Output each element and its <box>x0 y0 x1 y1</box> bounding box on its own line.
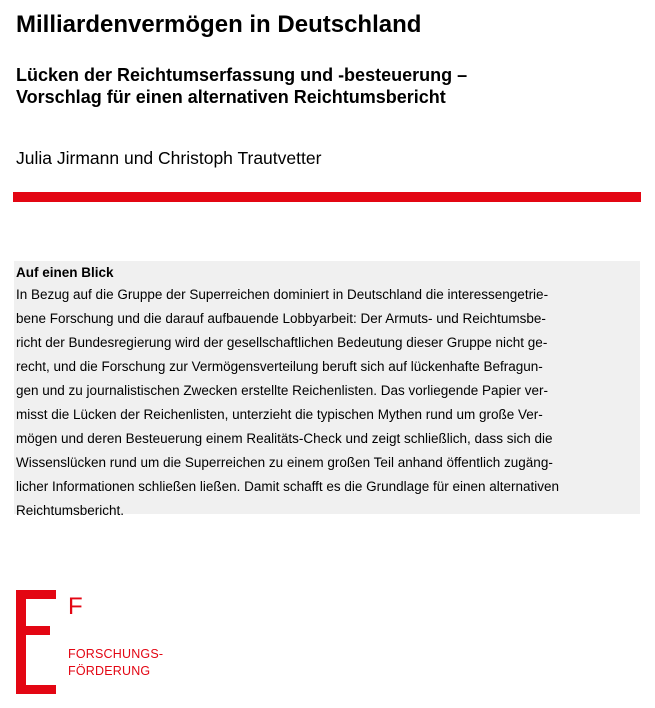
abstract-line: Wissenslücken rund um die Superreichen zu einem großen Teil anhand öffentlich zugäng- <box>16 455 553 470</box>
forschungsfoerderung-logo <box>16 590 176 700</box>
subtitle-line: Vorschlag für einen alternativen Reichtumsbericht <box>16 87 446 107</box>
abstract-line: bene Forschung und die darauf aufbauende Lobbyarbeit: Der Armuts- und Reichtumsbe- <box>16 311 546 326</box>
abstract-heading: Auf einen Blick <box>16 265 114 280</box>
document-authors: Julia Jirmann und Christoph Trautvetter <box>16 148 322 168</box>
abstract-line: recht, und die Forschung zur Vermögensverteilung beruft sich auf lückenhafte Befragun- <box>16 359 543 374</box>
subtitle-line: Lücken der Reichtumserfassung und -besteuerung – <box>16 65 468 85</box>
abstract-text <box>16 283 638 523</box>
abstract-line: mögen und deren Besteuerung einem Realitäts-Check und zeigt schließlich, dass sich die <box>16 431 553 446</box>
ff-logo-icon <box>16 590 176 700</box>
abstract-line: licher Informationen schließen ließen. Damit schafft es die Grundlage für einen alternativen <box>16 479 560 494</box>
abstract-box <box>14 261 640 518</box>
abstract-line: misst die Lücken der Reichenlisten, unterzieht die typischen Mythen rund um große Ver- <box>16 407 543 422</box>
abstract-line: In Bezug auf die Gruppe der Superreichen dominiert in Deutschland die interessengetrie- <box>16 287 549 302</box>
logo-wordmark <box>68 646 163 680</box>
document-title: Milliardenvermögen in Deutschland <box>16 11 422 38</box>
abstract-line: richt der Bundesregierung wird der gesellschaftlichen Bedeutung dieser Gruppe nicht ge- <box>16 335 548 350</box>
logo-small-letter: F <box>68 593 83 620</box>
document-subtitle <box>16 64 467 108</box>
red-divider <box>13 192 641 202</box>
logo-text-line: FÖRDERUNG <box>68 664 151 678</box>
logo-text-line: FORSCHUNGS- <box>68 647 164 661</box>
abstract-line: Reichtumsbericht. <box>16 503 125 518</box>
abstract-line: gen und zu journalistischen Zwecken erstellte Reichenlisten. Das vorliegende Papier ver- <box>16 383 549 398</box>
